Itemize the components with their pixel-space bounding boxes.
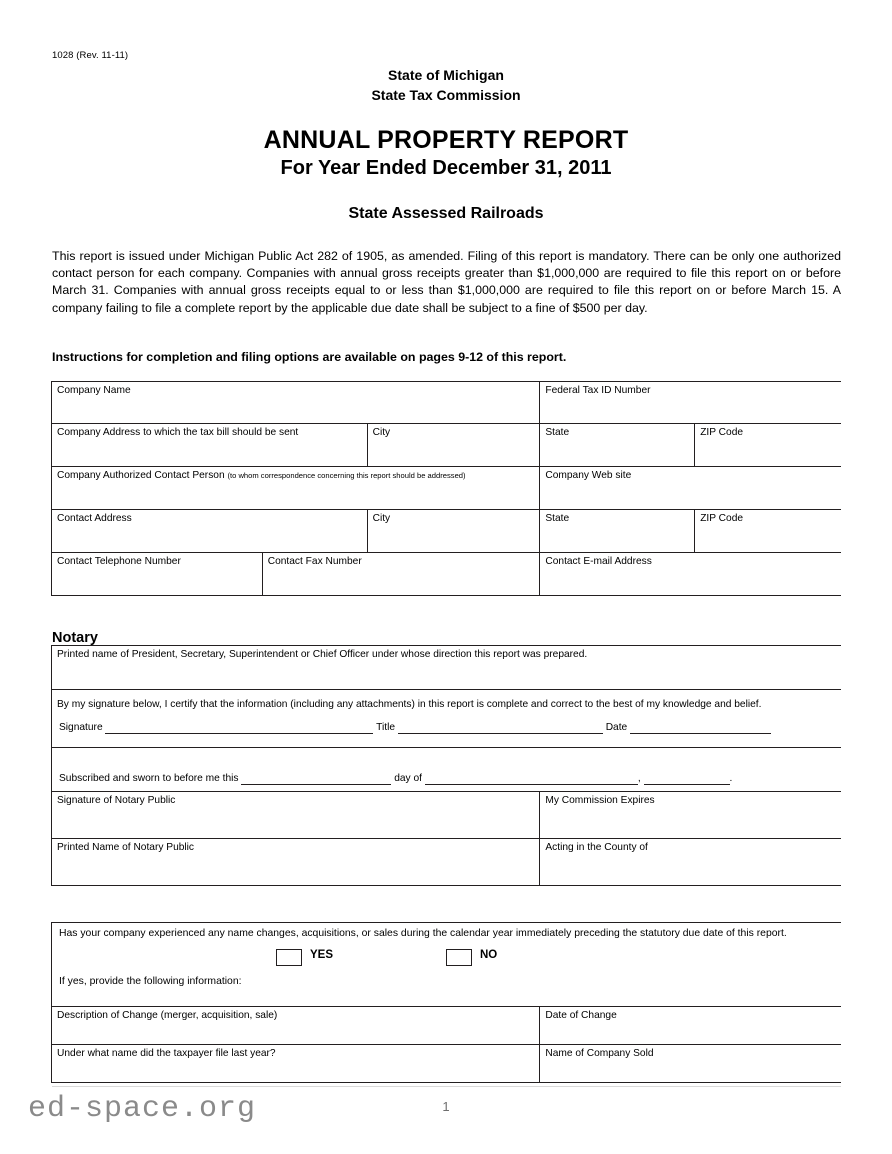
field-label-note: (to whom correspondence concerning this report should be addressed) [227,471,466,480]
field-label: My Commission Expires [545,795,655,806]
no-label: NO [480,948,498,961]
footer-divider [52,1086,841,1087]
instructions-note: Instructions for completion and filing options are available on pages 9-12 of this report. [52,350,567,364]
yes-label: YES [310,948,334,961]
field-contact-city[interactable] [368,510,541,552]
changes-question-block [52,923,841,1006]
field-label: Federal Tax ID Number [545,385,651,396]
report-title: ANNUAL PROPERTY REPORT [263,126,629,154]
subscribed-block: Subscribed and sworn to before me this day of , . [59,773,733,784]
field-description-of-change[interactable] [52,1007,540,1044]
field-signature-of-notary[interactable] [52,792,540,838]
table-row [52,424,841,467]
yes-checkbox[interactable] [276,949,302,966]
field-label: Company Authorized Contact Person [57,470,225,481]
field-label: Description of Change (merger, acquisition, sale) [57,1010,278,1021]
field-printed-name-officer[interactable] [52,646,841,689]
signature-line[interactable] [105,722,373,734]
notary-table [51,645,841,886]
company-information-table [51,381,841,596]
year-line[interactable] [644,773,730,785]
field-contact-address[interactable] [52,510,368,552]
month-line[interactable] [425,773,638,785]
field-label: Under what name did the taxpayer file last year? [57,1048,276,1059]
field-company-city[interactable] [368,424,541,466]
no-checkbox[interactable] [446,949,472,966]
field-label: State [545,427,570,438]
field-label: Printed name of President, Secretary, Superintendent or Chief Officer under whose direction this report was prepared. [57,649,588,660]
report-category: State Assessed Railroads [348,205,544,222]
field-company-address[interactable] [52,424,368,466]
field-label: Signature of Notary Public [57,795,176,806]
field-label: Contact Fax Number [267,556,362,567]
table-row [52,690,841,748]
field-company-name[interactable] [52,382,540,423]
certification-text: By my signature below, I certify that the information (including any attachments) in this report is complete and correct to the best of my knowledge and belief. [57,699,762,710]
field-contact-email[interactable] [540,553,841,595]
field-company-web-site[interactable] [540,467,841,509]
field-label: City [372,513,391,524]
agency-line-1: State of Michigan [388,67,504,83]
subscribed-label: Subscribed and sworn to before me this [59,773,239,784]
company-changes-table [51,922,841,1083]
field-label: Company Address to which the tax bill should be sent [57,427,299,438]
title-line[interactable] [398,722,603,734]
field-label: Name of Company Sold [545,1048,654,1059]
table-row [52,748,841,792]
field-contact-telephone[interactable] [52,553,263,595]
field-federal-tax-id[interactable] [540,382,841,423]
table-row [52,792,841,839]
field-label: ZIP Code [700,513,744,524]
date-label: Date [605,722,628,733]
notary-section-heading: Notary [52,630,98,646]
certification-block [52,690,841,747]
date-line[interactable] [630,722,771,734]
intro-paragraph: This report is issued under Michigan Public Act 282 of 1905, as amended. Filing of this report is mandatory. There can be only one authorized contact person for each company. Companies with annual gross receipts greater than $1,000,000 are required to file this report on or before March 31. Companies with annual gross receipts equal to or less than $1,000,000 are required to file this report on or before March 15. A company failing to file a complete report by the applicable due date shall be subject to a fine of $500 per day. [52,249,841,315]
field-contact-fax[interactable] [263,553,541,595]
agency-heading [0,65,892,105]
table-row [52,839,841,886]
field-commission-expires[interactable] [540,792,841,838]
field-label: Contact Address [57,513,132,524]
table-row [52,1007,841,1045]
page-number: 1 [442,1099,450,1114]
signature-label: Signature [59,722,103,733]
field-company-state[interactable] [540,424,695,466]
table-row [52,510,841,553]
report-subtitle: For Year Ended December 31, 2011 [280,157,612,179]
if-yes-note: If yes, provide the following information: [59,975,242,987]
table-row [52,382,841,424]
title-label: Title [376,722,395,733]
field-label: Printed Name of Notary Public [57,842,195,853]
field-date-of-change[interactable] [540,1007,841,1044]
yes-no-checkbox-row [52,941,841,975]
day-line[interactable] [241,773,391,785]
field-contact-zip[interactable] [695,510,841,552]
table-row [52,1045,841,1083]
field-label: State [545,513,570,524]
field-label: Date of Change [545,1010,617,1021]
field-label: ZIP Code [700,427,744,438]
field-company-zip[interactable] [695,424,841,466]
field-label: City [372,427,391,438]
table-row [52,646,841,690]
field-label: Company Name [57,385,131,396]
table-row [52,923,841,1007]
site-watermark: ed-space.org [28,1092,257,1126]
day-of-label: day of [394,773,422,784]
field-prior-name[interactable] [52,1045,540,1082]
field-printed-name-notary[interactable] [52,839,540,885]
field-acting-in-county[interactable] [540,839,841,885]
field-label: Contact Telephone Number [57,556,181,567]
field-label: Company Web site [545,470,632,481]
form-number: 1028 (Rev. 11-11) [52,50,129,61]
table-row [52,467,841,510]
field-label: Acting in the County of [545,842,648,853]
field-name-of-company-sold[interactable] [540,1045,841,1082]
table-row [52,553,841,596]
changes-question: Has your company experienced any name changes, acquisitions, or sales during the calendar year immediately preceding the statutory due date of this report. [59,928,787,939]
field-contact-state[interactable] [540,510,695,552]
field-contact-person[interactable] [52,467,540,509]
agency-line-2: State Tax Commission [371,87,521,103]
field-label: Contact E-mail Address [545,556,652,567]
